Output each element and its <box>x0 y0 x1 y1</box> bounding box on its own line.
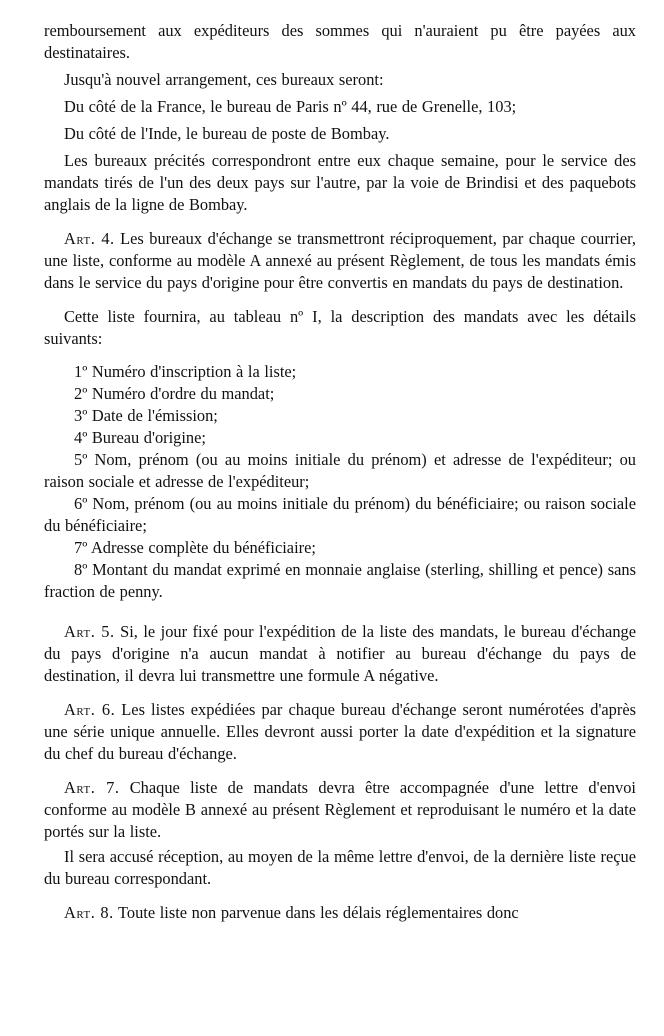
article-4-text: Les bureaux d'échange se transmettront réciproquement, par chaque courrier, une liste, conforme au modèle A annexé au présent Règlement, de tous les mandats émis dans le service du pays d'origine pour être convertis en mandats du pays de destination. <box>44 229 636 292</box>
article-6 <box>44 699 636 765</box>
article-5-label: Art. 5. <box>64 622 115 641</box>
article-6-text: Les listes expédiées par chaque bureau d'échange seront numérotées d'après une série unique annuelle. Elles devront aussi porter la date d'expédition et la signature du chef du bureau d'échange. <box>44 700 636 763</box>
paragraph-continuation: remboursement aux expéditeurs des sommes qui n'auraient pu être payées aux destinataires. <box>44 21 636 62</box>
article-7 <box>44 777 636 843</box>
list-item: 8º Montant du mandat exprimé en monnaie anglaise (sterling, shilling et pence) sans fraction de penny. <box>44 560 636 601</box>
paragraph-liste-details: Cette liste fournira, au tableau nº I, la description des mandats avec les détails suivants: <box>44 307 636 348</box>
article-6-label: Art. 6. <box>64 700 116 719</box>
article-8-text: Toute liste non parvenue dans les délais réglementaires donc <box>118 903 519 922</box>
article-8-label: Art. 8. <box>64 903 114 922</box>
article-5 <box>44 621 636 687</box>
list-item: 4º Bureau d'origine; <box>74 428 206 447</box>
list-item: 6º Nom, prénom (ou au moins initiale du prénom) du bénéficiaire; ou raison sociale du bénéficiaire; <box>44 494 636 535</box>
article-5-text: Si, le jour fixé pour l'expédition de la liste des mandats, le bureau d'échange du pays d'origine n'a aucun mandat à notifier au bureau d'échange du pays de destination, il devra lui transmettre une formule A négative. <box>44 622 636 685</box>
paragraph-bureau-inde: Du côté de l'Inde, le bureau de poste de Bombay. <box>64 124 390 143</box>
list-item: 3º Date de l'émission; <box>74 406 218 425</box>
list-item: 2º Numéro d'ordre du mandat; <box>74 384 275 403</box>
paragraph-correspondance: Les bureaux précités correspondront entre eux chaque semaine, pour le service des mandats tirés de l'un des deux pays sur l'autre, par la voie de Brindisi et des paquebots anglais de la ligne de Bombay. <box>44 151 636 214</box>
paragraph-bureau-france: Du côté de la France, le bureau de Paris nº 44, rue de Grenelle, 103; <box>64 97 517 116</box>
article-7-text: Chaque liste de mandats devra être accompagnée d'une lettre d'envoi conforme au modèle B annexé au présent Règlement et reproduisant le numéro et la date portés sur la liste. <box>44 778 636 841</box>
article-4-label: Art. 4. <box>64 229 115 248</box>
article-7-label: Art. 7. <box>64 778 120 797</box>
list-item: 7º Adresse complète du bénéficiaire; <box>74 538 316 557</box>
list-item: 1º Numéro d'inscription à la liste; <box>74 362 297 381</box>
paragraph-accuse-reception: Il sera accusé réception, au moyen de la même lettre d'envoi, de la dernière liste reçue du bureau correspondant. <box>44 847 636 888</box>
article-4 <box>44 228 636 294</box>
list-item: 5º Nom, prénom (ou au moins initiale du prénom) et adresse de l'expéditeur; ou raison sociale et adresse de l'expéditeur; <box>44 450 636 491</box>
details-list <box>44 361 636 603</box>
paragraph-bureaux-intro: Jusqu'à nouvel arrangement, ces bureaux seront: <box>64 70 384 89</box>
article-8 <box>44 902 636 924</box>
